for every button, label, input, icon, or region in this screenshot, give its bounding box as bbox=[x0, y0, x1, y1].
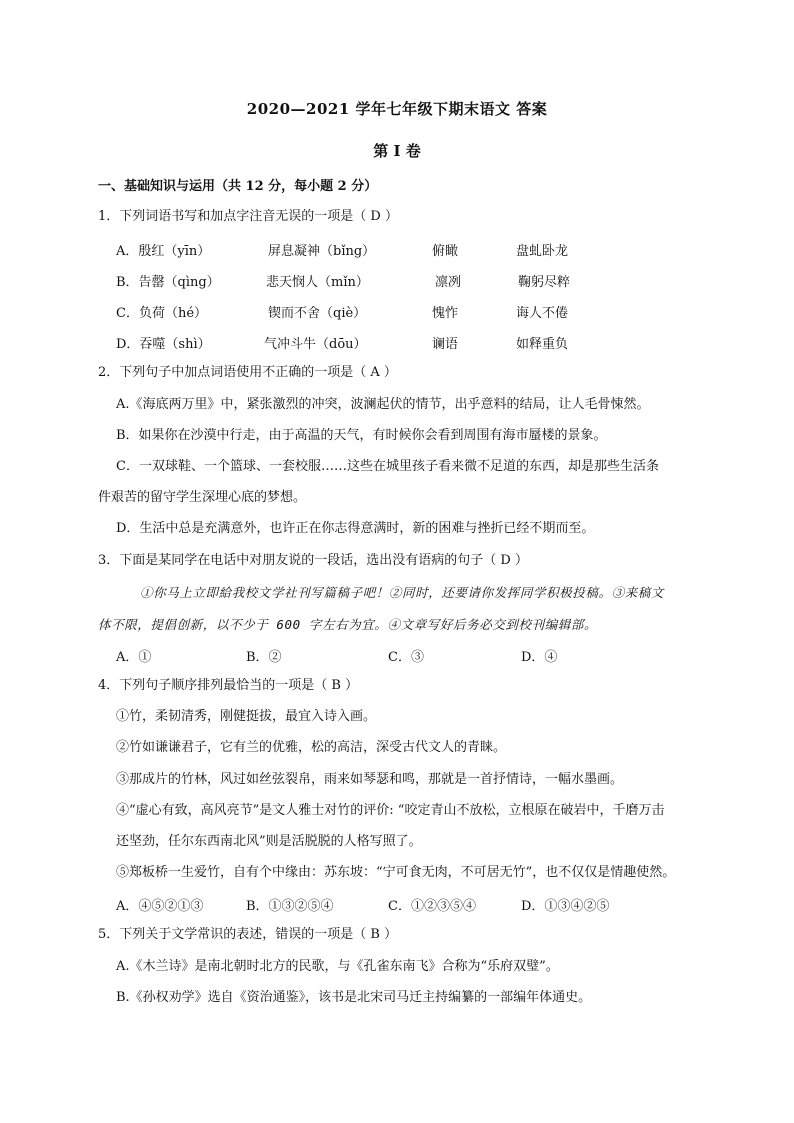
q4-sentence-4-line2: 还坚劲，任尔东西南北风”则是活脱脱的人格写照了。 bbox=[116, 834, 422, 849]
q4-option-c: C．①②③⑤④ bbox=[388, 899, 476, 914]
q3-option-c: C．③ bbox=[388, 650, 424, 665]
q2-option-b: B．如果你在沙漠中行走，由于高温的天气，有时候你会看到周围有海市蜃楼的景象。 bbox=[116, 428, 607, 443]
q4-option-b: B．①③②⑤④ bbox=[246, 899, 334, 914]
section-heading: 一、基础知识与运用（共 12 分，每小题 2 分） bbox=[98, 179, 378, 194]
q1-row2-col4: 鞠躬尽粹 bbox=[518, 275, 571, 290]
q1-row2-col3: 凛冽 bbox=[435, 275, 462, 290]
q1-row4-col3: 谰语 bbox=[432, 337, 459, 352]
q1-row3-col1: C．负荷（hé） bbox=[116, 306, 208, 321]
q1-row3-col4: 诲人不倦 bbox=[516, 306, 569, 321]
q4-sentence-1: ①竹，柔韧清秀，刚健挺拔，最宜入诗入画。 bbox=[116, 709, 377, 724]
q4-option-a: A．④⑤②①③ bbox=[116, 899, 204, 914]
q3-option-b: B．② bbox=[246, 650, 282, 665]
question-1-stem: 1．下列词语书写和加点字注音无误的一项是（ D ） bbox=[98, 209, 398, 224]
q1-row3-col2: 锲而不舍（qiè） bbox=[268, 306, 367, 321]
q2-option-c-line1: C．一双球鞋、一个篮球、一套校服……这些在城里孩子看来微不足道的东西，却是那些生活条 bbox=[116, 459, 659, 474]
q3-passage-line2: 体不限，提倡创新，以不少于 600 字左右为宜。④文章写好后务必交到校刊编辑部。 bbox=[98, 617, 598, 632]
q4-sentence-3: ③那成片的竹林，风过如丝弦裂帛，雨来如琴瑟和鸣，那就是一首抒情诗，一幅水墨画。 bbox=[116, 772, 624, 787]
question-5-stem: 5．下列关于文学常识的表述，错误的一项是（ B ） bbox=[98, 927, 398, 942]
q3-option-d: D．④ bbox=[521, 650, 558, 665]
q2-option-a: A.《海底两万里》中，紧张激烈的冲突，波澜起伏的情节，出乎意料的结局，让人毛骨悚然。 bbox=[116, 397, 650, 412]
q5-option-a: A.《木兰诗》是南北朝时北方的民歌，与《孔雀东南飞》合称为“乐府双璧”。 bbox=[116, 959, 559, 974]
q1-row1-col1: A．殷红（yīn） bbox=[116, 244, 211, 259]
question-3-stem: 3．下面是某同学在电话中对朋友说的一段话，选出没有语病的句子（ D ） bbox=[98, 553, 528, 568]
q4-option-d: D．①③④②⑤ bbox=[521, 899, 610, 914]
q2-option-c-line2: 件艰苦的留守学生深埋心底的梦想。 bbox=[98, 490, 307, 505]
volume-heading: 第 I 卷 bbox=[373, 142, 421, 160]
q1-row4-col4: 如释重负 bbox=[516, 337, 569, 352]
question-2-stem: 2．下列句子中加点词语使用不正确的一项是（ A ） bbox=[98, 365, 397, 380]
question-4-stem: 4．下列句子顺序排列最恰当的一项是（ B ） bbox=[98, 678, 359, 693]
q3-option-a: A．① bbox=[116, 650, 152, 665]
page-title: 2020—2021 学年七年级下期末语文 答案 bbox=[246, 100, 548, 118]
q5-option-b: B.《孙权劝学》选自《资治通鉴》，该书是北宋司马迁主持编纂的一部编年体通史。 bbox=[116, 990, 592, 1005]
q1-row2-col2: 悲天悯人（mǐn） bbox=[266, 275, 369, 290]
q4-sentence-4-line1: ④“虚心有致，高风亮节”是文人雅士对竹的评价: “咬定青山不放松，立根原在破岩中，千磨万击 bbox=[116, 803, 665, 818]
q3-passage-line1: ①你马上立即給我校文学社刊写篇稿子吧！②同时，还要请你发挥同学积极投稿。③来稿文 bbox=[140, 585, 665, 600]
q1-row1-col3: 俯瞰 bbox=[432, 244, 459, 259]
q2-option-d: D．生活中总是充满意外，也许正在你志得意满时，新的困难与挫折已经不期而至。 bbox=[116, 521, 595, 536]
q4-sentence-2: ②竹如谦谦君子，它有兰的优雅，松的高洁，深受古代文人的青睐。 bbox=[116, 740, 507, 755]
q1-row4-col1: D．吞噬（shì） bbox=[116, 337, 211, 352]
q1-row4-col2: 气冲斗牛（dōu） bbox=[264, 337, 367, 352]
q1-row2-col1: B．告罄（qìng） bbox=[116, 275, 220, 290]
q1-row1-col2: 屏息凝神（bǐng） bbox=[268, 244, 376, 259]
q4-sentence-5: ⑤郑板桥一生爱竹，自有个中缘由：苏东坡：“宁可食无肉，不可居无竹”，也不仅仅是情趣使然。 bbox=[116, 865, 676, 880]
q1-row3-col3: 愧怍 bbox=[432, 306, 459, 321]
q1-row1-col4: 盘虬卧龙 bbox=[516, 244, 569, 259]
